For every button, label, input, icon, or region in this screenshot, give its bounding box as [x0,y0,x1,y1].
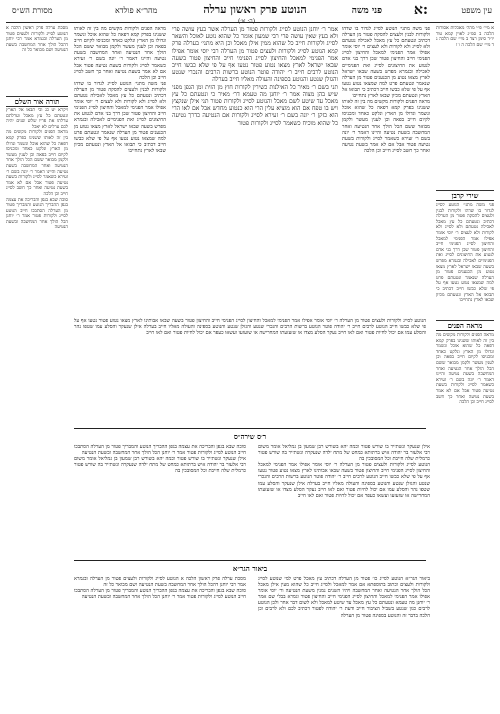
lower-right-text: אילן שנעקר ונשתייר בו שורש פטור וכמה יהא בשורש רבן שמעון בן גמליאל אומר משום רבי אלעזר בר יהודה איש ברתותא כמחט של מתח ילדה שנעקרה ונשתייר בה שורש פטור כרמלית שלה חייבת וכל המסובכין בה הנוטע לסייג ולקורות ולעצים פטור מן הערלה ר׳ יוסי אומר אפילו אמר הפנימי למאכל והחיצון לסייג הפנימי חייב והחיצון פטור בשעה שבאו אבותינו לארץ מצאו נטוע פטור נטעו אף על פי שלא כבשו חייב הנוטע לרבים חייב ר׳ יהודה פוטר הנוטע ברשות הרבים והנכרי שנטע והגזלן שנטע והנוטע בספינה והעולה מאליו חייב בערלה אילן שנעקר והסלע עמו שטפו נהר והסלע עמו אם יכול לחיות פטור ואם לאו חייב נעקר הסלע מצדו או שזעזעתו המחרישה או שזעזעו ועשאו כעפר אם יכול לחיות פטור ואם לאו חייב [258,444,430,499]
bottom-rule [74,560,426,561]
chapter-title: הנוטע פרק ראשון ערלה [203,3,307,16]
left-col-text: ויקרא יט כג וכי תבאו אל הארץ ונטעתם כל עץ מאכל וערלתם ערלתו את פריו שלש שנים יהיה לכם ערלים לא יאכל מראה הפנים ולקורות מקשים מה בין זה לאותו ששנינו בפרק קמא דפאה כל שהוא אוכל ונשמר וגדולו מן הארץ ונלקט כאחד ומכניסו לקיום חייב בפאה וכן לענין מעשר ולקמן מבואר ששם הכל הולך אחר הנטיעה ואחר המחשבה בשעת נטיעה והיינו דאמר ר׳ יונה בשם ר׳ זעירא כשאמר לסייג ולקורות בשעת נטיעה פטור אבל אם לא אמר בשעת נטיעה ואחר כך חשב לסייג חייב וכן הלכה סוכה שבא בגפן והבריכה את עצמה בגפן ההבריך הנוטע והמבריך פטור מן הערלה הסתבכו חייב הנוטע לסייג ולקורות פטור אמר ר׳ יוחנן הכל הולך אחר המחשבה ובשעת הנטיעה [6,108,68,231]
main-text-continued: הנוטע לסייג ולקורות ולעצים פטור מן הערלה ר׳ יוסי אומר אפילו אמר הפנימי למאכל והחיצון לסייג הפנימי חייב והחיצון פטור בשעה שבאו אבותינו לארץ מצאו נטוע פטור נטעו אף על פי שלא כבשו חייב הנוטע לרבים חייב ר׳ יהודה פוטר הנוטע ברשות הרבים והנכרי שנטע והגזלן שנטע והנוטע בספינה והעולה מאליו חייב בערלה אילן שנעקר והסלע עמו שטפו נהר והסלע עמו אם יכול לחיות פטור ואם לאו חייב נעקר הסלע מצדו או שזעזעתו המחרישה או שזעזעו ועשאו כעפר אם יכול לחיות פטור ואם לאו חייב [74,318,426,337]
commentary-right-column: פני משה מתני׳ הנוטע לסייג לגדור בו שדהו ולקורות לבנין ולעצים להסקה פטור מן הערלה דכתיב ונטעתם כל עץ מאכל לאכילה נטעתם ולא לסייג ולא לקורות ולא לעצים ר׳ יוסי אומר אפילו אמר הפנימי למאכל והחיצון לסייג הפנימי חייב והחיצון פטור שכן דרך בני אדם לנטוע את החיצונים לסייג ואת הפנימיים לאכילה ובגמרא מפרש בשעה שבאו ישראל לארץ מצאו נטוע מן הכנענים פטור מן הערלה שנאמר ונטעתם פרט למה שמצאו נטוע נטעו אף על פי שלא כבשו חייב דכתיב כי תבואו אל הארץ ונטעתם מכיון שבאו לארץ נתחייבו מראה הפנים ולקורות מקשים מה בין זה לאותו ששנינו בפרק קמא דפאה כל שהוא אוכל ונשמר וגדולו מן הארץ ונלקט כאחד ומכניסו לקיום חייב בפאה וכן לענין מעשר ולקמן מבואר ששם הכל הולך אחר הנטיעה ואחר המחשבה בשעת נטיעה והיינו דאמר ר׳ יונה בשם ר׳ זעירא כשאמר לסייג ולקורות בשעת נטיעה פטור אבל אם לא אמר בשעת נטיעה ואחר כך חשב לסייג חייב וכן הלכה [342,26,430,154]
left-col-label: תורה אור השלם [6,96,68,107]
right-col-label: שירי קרבן [436,190,494,201]
bottom-title: ביאור הגר״א [232,564,268,573]
right-col-label-2: מראה הפנים [436,320,494,331]
lower-left-text: סוכה שבא בגפן והבריכה את עצמה בגפן ההבריך הנוטע והמבריך פטור מן הערלה הסתבכו חייב הנוטע לסייג ולקורות פטור אמר ר׳ יוחנן הכל הולך אחר המחשבה ובשעת הנטיעה אילן שנעקר ונשתייר בו שורש פטור וכמה יהא בשורש רבן שמעון בן גמליאל אומר משום רבי אלעזר בר יהודה איש ברתותא כמחט של מתח ילדה שנעקרה ונשתייר בה שורש פטור כרמלית שלה חייבת וכל המסובכין בה [74,444,246,475]
right-col-text-2: מראה הפנים ולקורות מקשים מה בין זה לאותו ששנינו בפרק קמא דפאה כל שהוא אוכל ונשמר וגדולו מן הארץ ונלקט כאחד ומכניסו לקיום חייב בפאה וכן לענין מעשר ולקמן מבואר ששם הכל הולך אחר הנטיעה ואחר המחשבה בשעת נטיעה והיינו דאמר ר׳ יונה בשם ר׳ זעירא כשאמר לסייג ולקורות בשעת נטיעה פטור אבל אם לא אמר בשעת נטיעה ואחר כך חשב לסייג חייב וכן הלכה [436,333,494,406]
main-text: אמר ר׳ יוחנן הנוטע לסייג ולקורות פטור מן הערלה אשר בעץ עושה פרי ולא בעץ שאין עושה פרי רבי שמעון אומר כל שהוא נוטע לאוכל והשאר לסייג ולקורות חייב כל שהוא ממין אילן מאכל וכן היא מתני׳ בערלה פרק קמא הנוטע לסייג ולקורות ולעצים פטור מן הערלה רבי יוסי אומר אפילו אמר הפנימי למאכל והחיצון לסייג הפנימי חייב והחיצון פטור בשעה שבאו ישראל לארץ מצאו נטוע פטור נטעו אף על פי שלא כבשו חייב הנוטע לרבים חייב ר׳ יהודה פוטר הנוטע ברשות הרבים והנכרי שנטע והגזלן שנטע והנוטע בספינה והעולה מאליו חייב בערלה תני בשם ר׳ מאיר כל האילנות כשירין לקורות חוץ מן הזית ומן הגפן מפני שיש בהן מצוה אמר ר׳ יוחנן מה טעמא דר׳ מאיר כי ונטעתם כל עץ מאכל עד שיטע לשם מאכל והנוטע לסייג ולקורות פטור תני אילן שנקצץ ויש בו טפח אם הוא מוציא עלין הרי הוא כנטוע מחדש אבל אם לאו הרי הוא כזקן ר׳ יונה בשם ר׳ זעירא לסייג ולקורות אם הנטיעה כדרך נטיעה כל שהוא מוכיח כשאמר לסייג ולקורות פטור [172,26,338,127]
header-rule [6,22,494,23]
left-edge-label: מסורת הש״ס [12,6,53,15]
right-margin-text: א מיי׳ פ״י מהל׳ מאכלות אסורות הלכה ב סמ״ג לאוין קמא טור יו״ד סימן רצד ב מיי׳ שם הלכה ג ד מיי׳ שם הלכה ה ו ז [436,26,494,48]
page-ref: פני משה [351,6,382,16]
lower-title: ר׳ס שירה״ס [233,432,267,441]
bottom-left-text: מסכת ערלה פרק ראשון הלכה א הנוטע לסייג ולקורות ולעצים פטור מן הערלה ובגמרא אמר רבי יוחנן דהכל הולך אחר המחשבה בשעת הנטיעה ושם מבואר כל זה סוכה שבא בגפן והבריכה את עצמה בגפן ההבריך הנוטע והמבריך פטור מן הערלה הסתבכו חייב הנוטע לסייג ולקורות פטור אמר ר׳ יוחנן הכל הולך אחר המחשבה ובשעת הנטיעה [74,576,246,601]
commentary-left-column: מראה הפנים ולקורות מקשים מה בין זה לאותו ששנינו בפרק קמא דפאה כל שהוא אוכל ונשמר וגדולו מן הארץ ונלקט כאחד ומכניסו לקיום חייב בפאה וכן לענין מעשר ולקמן מבואר ששם הכל הולך אחר הנטיעה ואחר המחשבה בשעת נטיעה והיינו דאמר ר׳ יונה בשם ר׳ זעירא כשאמר לסייג ולקורות בשעת נטיעה פטור אבל אם לא אמר בשעת נטיעה ואחר כך חשב לסייג חייב וכן הלכה פני משה מתני׳ הנוטע לסייג לגדור בו שדהו ולקורות לבנין ולעצים להסקה פטור מן הערלה דכתיב ונטעתם כל עץ מאכל לאכילה נטעתם ולא לסייג ולא לקורות ולא לעצים ר׳ יוסי אומר אפילו אמר הפנימי למאכל והחיצון לסייג הפנימי חייב והחיצון פטור שכן דרך בני אדם לנטוע את החיצונים לסייג ואת הפנימיים לאכילה ובגמרא מפרש בשעה שבאו ישראל לארץ מצאו נטוע מן הכנענים פטור מן הערלה שנאמר ונטעתם פרט למה שמצאו נטוע נטעו אף על פי שלא כבשו חייב דכתיב כי תבואו אל הארץ ונטעתם מכיון שבאו לארץ נתחייבו [74,26,166,154]
bottom-right-text: ביאור הגר״א הנוטע לסייג כו׳ פטור מן הערלה דכתיב עץ מאכל פרט למי שנוטע לסייג ולקורות ולעצים וכתוב בתוספתא אם אמר למאכל ולסייג חייב כל שהוא מעין אילן מאכל הכל הולך אחר הנטיעה ואחר המחשבה ויהיו השנים נמנין משעת הנטיעה ור׳ יוסי אומר אפילו אמר הפנימי למאכל והחיצון לסייג הפנימי חייב והחיצון פטור וגמרא בבלי שם אמר ר׳ יוחנן מה טעמא ונטעתם כל עץ מאכל עד שיטע למאכל ולא לשום דבר אחר ולכן הנוטע לרבים כגון שנטע בשביל הציבור חייב ודעת ר׳ יהודה לפטור דכתיב לכם ולא לרבים וכן הלכה בדבר זה והנוטע בספינה פטור מן הערלה [258,576,430,619]
left-margin-text: מסכת ערלה פרק ראשון הלכה א הנוטע לסייג ולקורות ולעצים פטור מן הערלה ובגמרא אמר רבי יוחנן דהכל הולך אחר המחשבה בשעת הנטיעה ושם מבואר כל זה [6,26,68,54]
right-edge-label: עין משפט [461,6,492,15]
page-number: א: [413,2,428,18]
right-col-text: פני משה מתני׳ הנוטע לסייג לגדור בו שדהו ולקורות לבנין ולעצים להסקה פטור מן הערלה דכתיב ונטעתם כל עץ מאכל לאכילה נטעתם ולא לסייג ולא לקורות ולא לעצים ר׳ יוסי אומר אפילו אמר הפנימי למאכל והחיצון לסייג הפנימי חייב והחיצון פטור שכן דרך בני אדם לנטוע את החיצונים לסייג ואת הפנימיים לאכילה ובגמרא מפרש בשעה שבאו ישראל לארץ מצאו נטוע מן הכנענים פטור מן הערלה שנאמר ונטעתם פרט למה שמצאו נטוע נטעו אף על פי שלא כבשו חייב דכתיב כי תבואו אל הארץ ונטעתם מכיון שבאו לארץ נתחייבו [436,203,494,304]
lower-rule [74,428,426,429]
left-center-label: מהר״א פולדא [115,6,158,15]
